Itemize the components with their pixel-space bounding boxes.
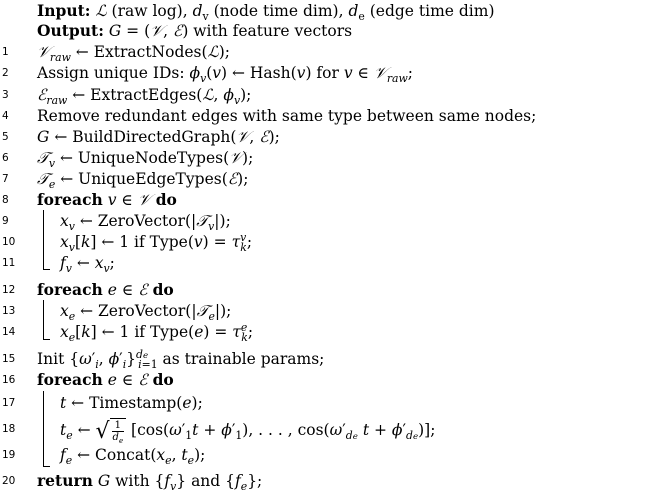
loop-3-bar	[43, 391, 44, 467]
input-raw-log: ℒ (raw log),	[95, 2, 188, 20]
loop-1-bar	[43, 210, 44, 270]
loop-2-bar	[43, 300, 44, 340]
input-label: Input:	[37, 1, 91, 20]
loop-2-tick	[43, 339, 50, 340]
algorithm-block: Input: ℒ (raw log), $d_v$ (node time dim), $d_e$ (edge time dim) Output: G = (𝒱, ℰ) with feature vectors 1 𝒱$_{raw}$ ← ExtractNodes(ℒ); 2 Assign unique IDs: $\phi_v(v)$ ← Hash(v) for v ∈ 𝒱$_{raw}$; 3 ℰ$_{raw}$ ← ExtractEdges(ℒ, $\phi_v$); 4 Remove redundant edges with same type between same nodes; 5 G ← BuildDirectedGraph(𝒱, ℰ); 6 𝒯$_v$ ← UniqueNodeTypes(𝒱); 7 𝒯$_e$ ← UniqueEdgeTypes(ℰ); 8 foreach v ∈ 𝒱 do 9 $x_v$ ← ZeroVector(|𝒯$_v$|); 10 $x_v[k]$ ← 1 if Type(v) = $\tau^v_k$; 11 $f_v$ ← $x_v$; 12 foreach e ∈ ℰ do 13 $x_e$ ← ZeroVector(|𝒯$_e$|); 14 $x_e[k]$ ← 1 if Type(e) = $\tau^e_k$; 15 Init {$\omega'_i$, $\phi'_i\}^{de}_{i=1}$ as trainable params; 16 foreach e ∈ ℰ do 17 t ← Timestamp(e); 18 $t_e$ ← √ $\frac{1}{d_e}$ [$\cos(\omega'_1t + \phi'_1)$, . . . , $\cos(\omega'_{de}$ $t + \phi'_{de}$)]; 19 $f_e$ ← $Concat(x_e$, $t_e$); 20 return G with $\{f_v\}$ and $\{f_e\}$;	[2, 1, 537, 493]
loop-1-tick	[43, 269, 50, 270]
loop-3-tick	[43, 466, 50, 467]
output-label: Output:	[37, 21, 104, 40]
